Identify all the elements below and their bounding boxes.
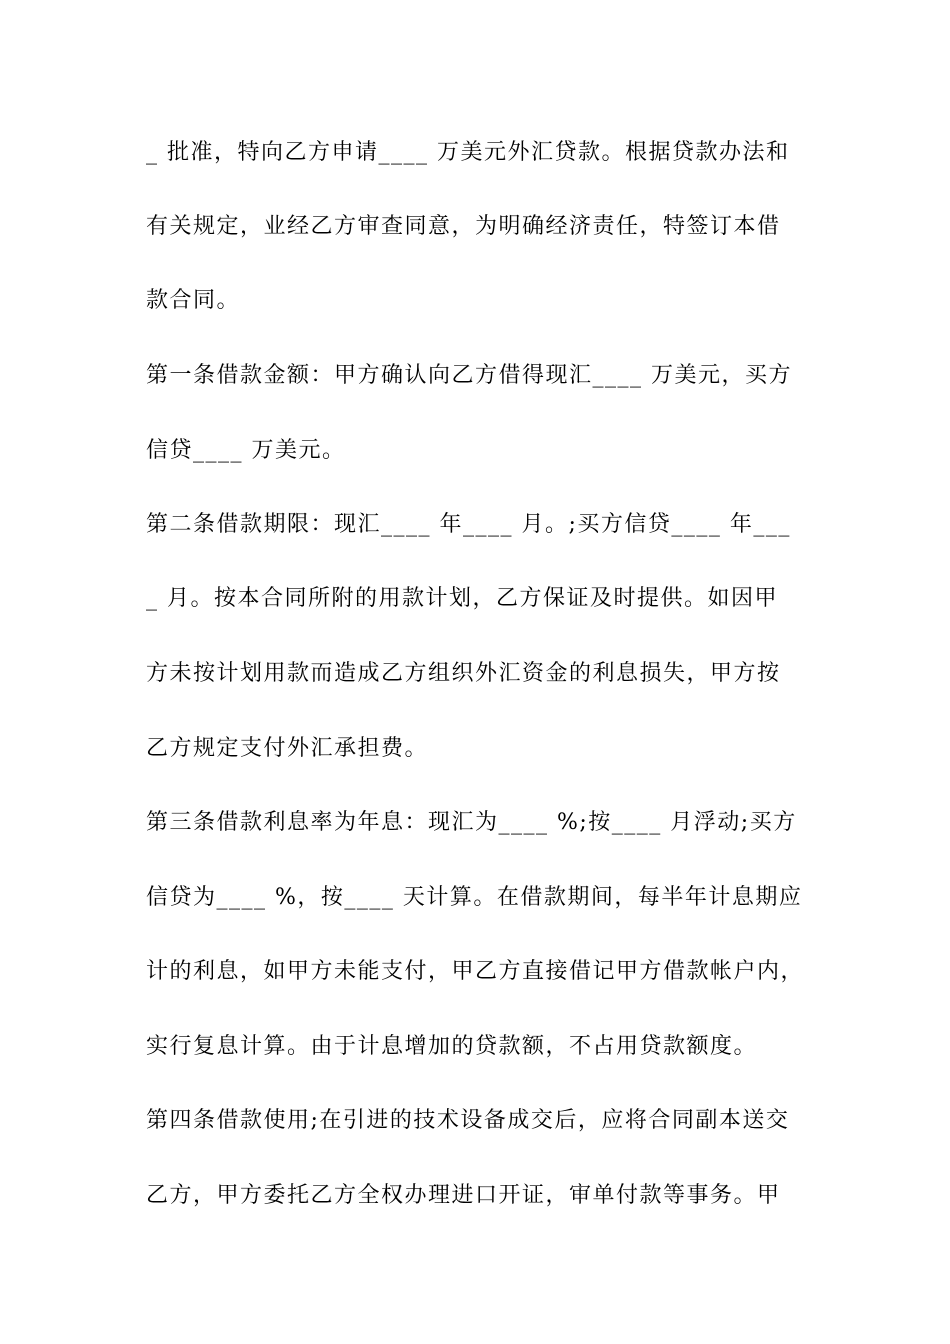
text-line: 计的利息，如甲方未能支付，甲乙方直接借记甲方借款帐户内， (146, 959, 805, 984)
text-line: 实行复息计算。由于计息增加的贷款额，不占用贷款额度。 (146, 1034, 758, 1059)
text-line: 第四条借款使用;在引进的技术设备成交后，应将合同副本送交 (146, 1108, 790, 1133)
text-line: 方未按计划用款而造成乙方组织外汇资金的利息损失，甲方按 (146, 661, 781, 686)
text-line: 第一条借款金额：甲方确认向乙方借得现汇____ 万美元，买方 (146, 363, 792, 388)
text-line: 乙方规定支付外汇承担费。 (146, 736, 429, 761)
text-line: 有关规定，业经乙方审查同意，为明确经济责任，特签订本借 (146, 214, 781, 239)
text-line: _ 月。按本合同所附的用款计划，乙方保证及时提供。如因甲 (146, 586, 778, 611)
text-line: 信贷为____ %，按____ 天计算。在借款期间，每半年计息期应 (146, 885, 803, 910)
text-line: 款合同。 (146, 288, 241, 313)
text-line: 第二条借款期限：现汇____ 年____ 月。;买方信贷____ 年___ (146, 512, 791, 537)
text-line: 第三条借款利息率为年息：现汇为____ %;按____ 月浮动;买方 (146, 810, 797, 835)
text-line: 乙方，甲方委托乙方全权办理进口开证，审单付款等事务。甲 (146, 1183, 781, 1208)
text-line: 信贷____ 万美元。 (146, 438, 346, 463)
text-line: _ 批准，特向乙方申请____ 万美元外汇贷款。根据贷款办法和 (146, 140, 790, 165)
